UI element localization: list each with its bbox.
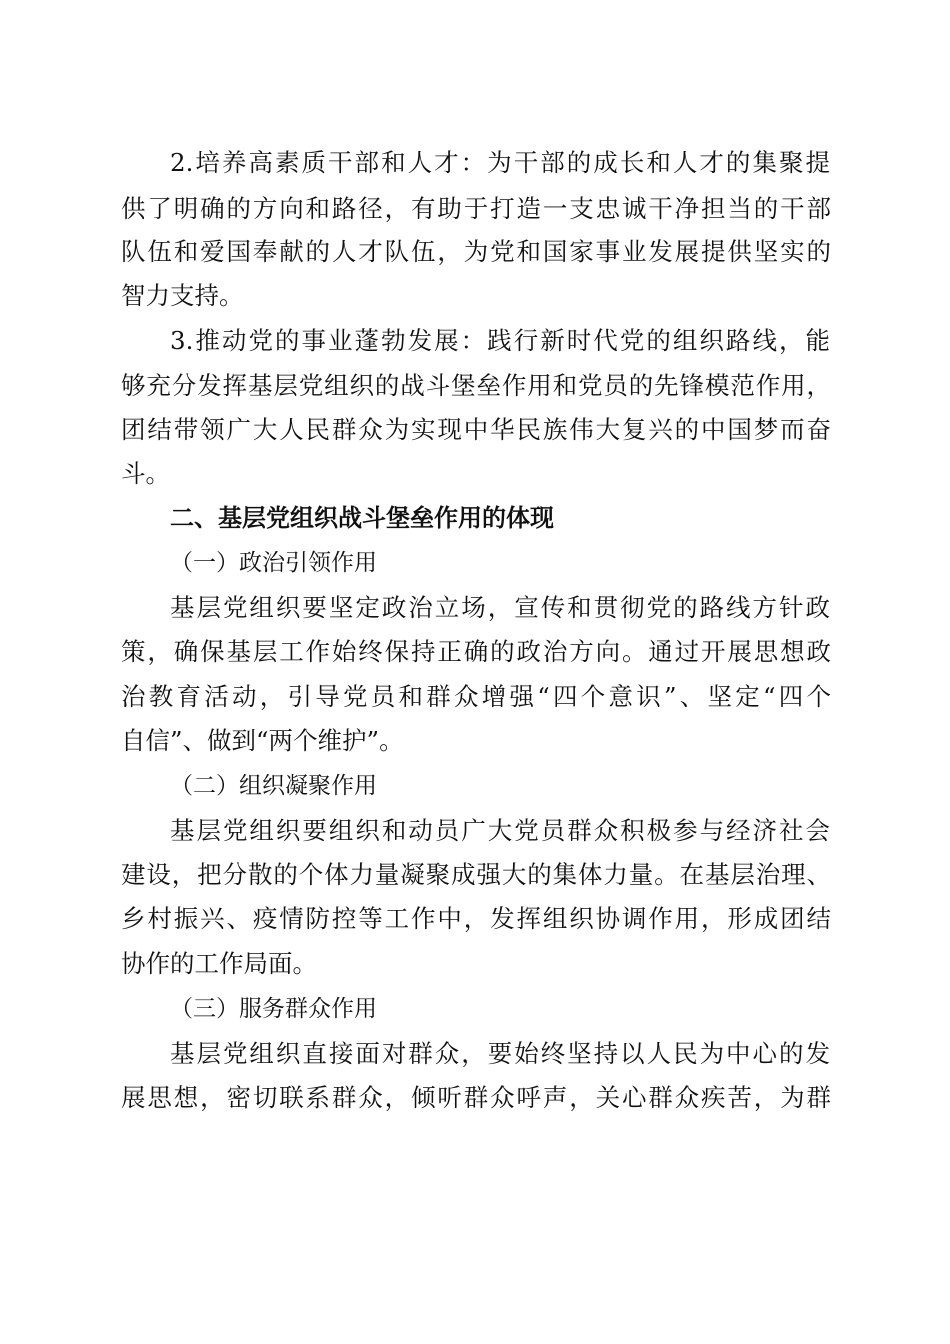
para-cultivate-talent-line-2: 供了明确的方向和路径，有助于打造一支忠诚干净担当的干部 (121, 194, 831, 223)
para-cultivate-talent-line-1: 2.培养高素质干部和人才：为干部的成长和人才的集聚提 (170, 148, 830, 177)
subsection-title-service: （三）服务群众作用 (170, 996, 377, 1022)
subsection-title-political: （一）政治引领作用 (170, 550, 377, 576)
para-cultivate-talent-line-3: 队伍和爱国奉献的人才队伍，为党和国家事业发展提供坚实的 (121, 237, 831, 266)
subsection-political-line-2: 策，确保基层工作始终保持正确的政治方向。通过开展思想政 (121, 637, 831, 666)
subsection-organization-line-4: 协作的工作局面。 (121, 949, 317, 978)
subsection-political-line-1: 基层党组织要坚定政治立场，宣传和贯彻党的路线方针政 (170, 593, 830, 622)
subsection-organization-line-3: 乡村振兴、疫情防控等工作中，发挥组织协调作用，形成团结 (121, 904, 831, 933)
subsection-title-organization: （二）组织凝聚作用 (170, 773, 377, 799)
para-promote-cause-line-4: 斗。 (121, 459, 170, 488)
para-cultivate-talent-line-4: 智力支持。 (121, 281, 244, 310)
subsection-service-line-2: 展思想，密切联系群众，倾听群众呼声，关心群众疾苦，为群 (121, 1083, 831, 1112)
subsection-political-line-3: 治教育活动，引导党员和群众增强“四个意识”、坚定“四个 (121, 682, 831, 711)
subsection-political-line-4: 自信”、做到“两个维护”。 (121, 726, 404, 755)
para-promote-cause-line-3: 团结带领广大人民群众为实现中华民族伟大复兴的中国梦而奋 (121, 415, 831, 444)
para-promote-cause-line-1: 3.推动党的事业蓬勃发展：践行新时代党的组织路线，能 (170, 326, 830, 355)
para-promote-cause-line-2: 够充分发挥基层党组织的战斗堡垒作用和党员的先锋模范作用， (121, 371, 831, 400)
subsection-organization-line-2: 建设，把分散的个体力量凝聚成强大的集体力量。在基层治理、 (121, 860, 831, 889)
subsection-organization-line-1: 基层党组织要组织和动员广大党员群众积极参与经济社会 (170, 816, 830, 845)
section-heading: 二、基层党组织战斗堡垒作用的体现 (170, 504, 554, 532)
subsection-service-line-1: 基层党组织直接面对群众，要始终坚持以人民为中心的发 (170, 1039, 830, 1068)
